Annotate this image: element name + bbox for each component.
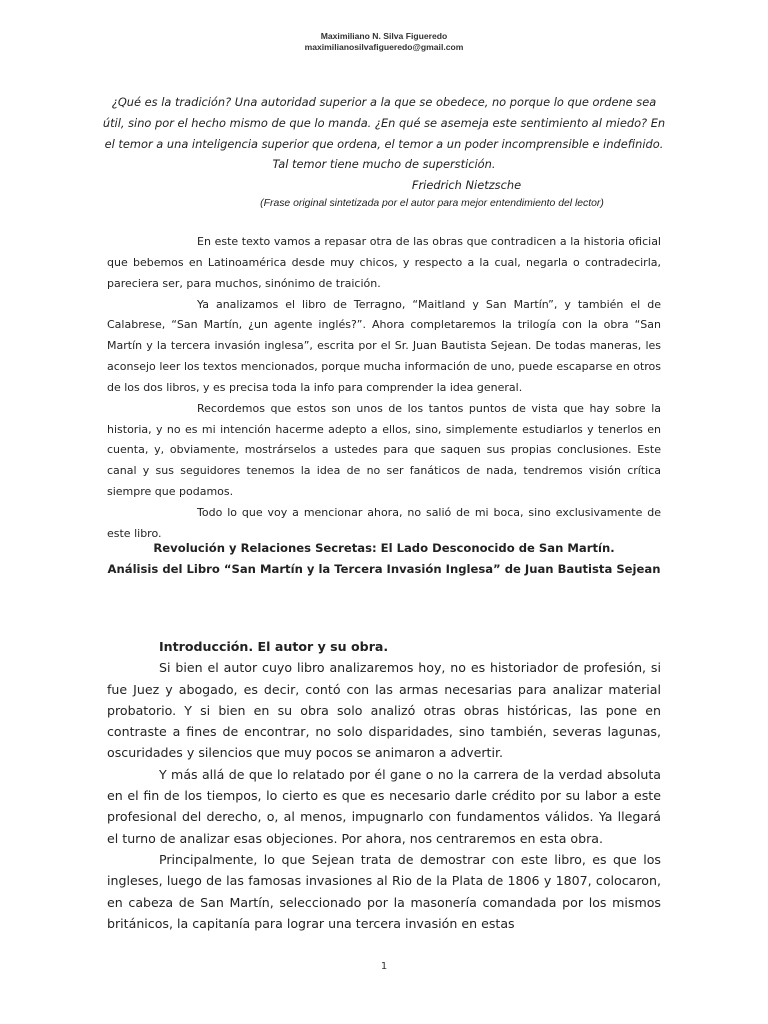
paragraph: Ya analizamos el libro de Terragno, “Maitland y San Martín”, y también el de Calabrese, “San Martín, ¿un agente inglés?”. Ahora completaremos la trilogía con la obra “San Martín y la tercera invasión inglesa”, escrita por el Sr. Juan Bautista Sejean. De todas maneras, les aconsejo leer los textos mencionados, porque mucha información de uno, puede escaparse en otros de los dos libros, y es precisa toda la info para comprender la idea general. xyxy=(107,297,661,394)
intro-text xyxy=(107,232,661,545)
section-heading: Introducción. El autor y su obra. xyxy=(159,639,389,654)
epigraph xyxy=(100,92,668,212)
document-title xyxy=(107,538,661,579)
page-header xyxy=(0,31,768,53)
paragraph: Y más allá de que lo relatado por él gane o no la carrera de la verdad absoluta en el fin de los tiempos, lo cierto es que es necesario darle crédito por su labor a este profesional del derecho, o, al menos, impugnarlo con fundamentos válidos. Ya llegará el turno de analizar esas objeciones. Por ahora, nos centraremos en esta obra. xyxy=(107,766,661,846)
paragraph: Principalmente, lo que Sejean trata de demostrar con este libro, es que los ingleses, luego de las famosas invasiones al Rio de la Plata de 1806 y 1807, colocaron, en cabeza de San Martín, seleccionado por la masonería comandada por los mismos británicos, la capitanía para lograr una tercera invasión en estas xyxy=(107,851,661,931)
epigraph-note: (Frase original sintetizada por el autor para mejor entendimiento del lector) xyxy=(260,197,604,209)
epigraph-text: ¿Qué es la tradición? Una autoridad superior a la que se obedece, no porque lo que ordene sea útil, sino por el hecho mismo de que lo manda. ¿En qué se asemeja este sentimiento al miedo? En el temor a una inteligencia superior que ordena, el temor a un poder incomprensible e indefinido. Tal temor tiene mucho de superstición. xyxy=(102,95,666,172)
title-line-2: Análisis del Libro “San Martín y la Tercera Invasión Inglesa” de Juan Bautista Sejean xyxy=(107,561,661,576)
header-author: Maximiliano N. Silva Figueredo xyxy=(320,31,448,41)
page-number: 1 xyxy=(380,961,388,972)
title-line-1: Revolución y Relaciones Secretas: El Lado Desconocido de San Martín. xyxy=(153,541,615,555)
header-email: maximilianosilvafigueredo@gmail.com xyxy=(304,42,464,52)
paragraph: Recordemos que estos son unos de los tantos puntos de vista que hay sobre la historia, y no es mi intención hacerme adepto a ellos, sino, simplemente estudiarlos y tenerlos en cuenta, y, obviamente, mostrárselos a ustedes para que saquen sus propias conclusiones. Este canal y sus seguidores tenemos la idea de no ser fanáticos de nada, tendremos visión crítica siempre que podamos. xyxy=(107,401,661,499)
paragraph: En este texto vamos a repasar otra de las obras que contradicen a la historia oficial que bebemos en Latinoamérica desde muy chicos, y respecto a la cual, negarla o contradecirla, pareciera ser, para muchos, sinónimo de traición. xyxy=(107,235,661,290)
paragraph: Todo lo que voy a mencionar ahora, no salió de mi boca, sino exclusivamente de este libro. xyxy=(107,505,661,540)
epigraph-author: Friedrich Nietzsche xyxy=(411,178,522,193)
paragraph: Si bien el autor cuyo libro analizaremos hoy, no es historiador de profesión, si fue Juez y abogado, es decir, contó con las armas necesarias para analizar material probatorio. Y si bien en su obra solo analizó otras obras históricas, las pone en contraste a fines de encontrar, no solo disparidades, sino también, severas lagunas, oscuridades y silencios que muy pocos se animaron a advertir. xyxy=(107,660,661,761)
section-intro xyxy=(107,636,661,934)
